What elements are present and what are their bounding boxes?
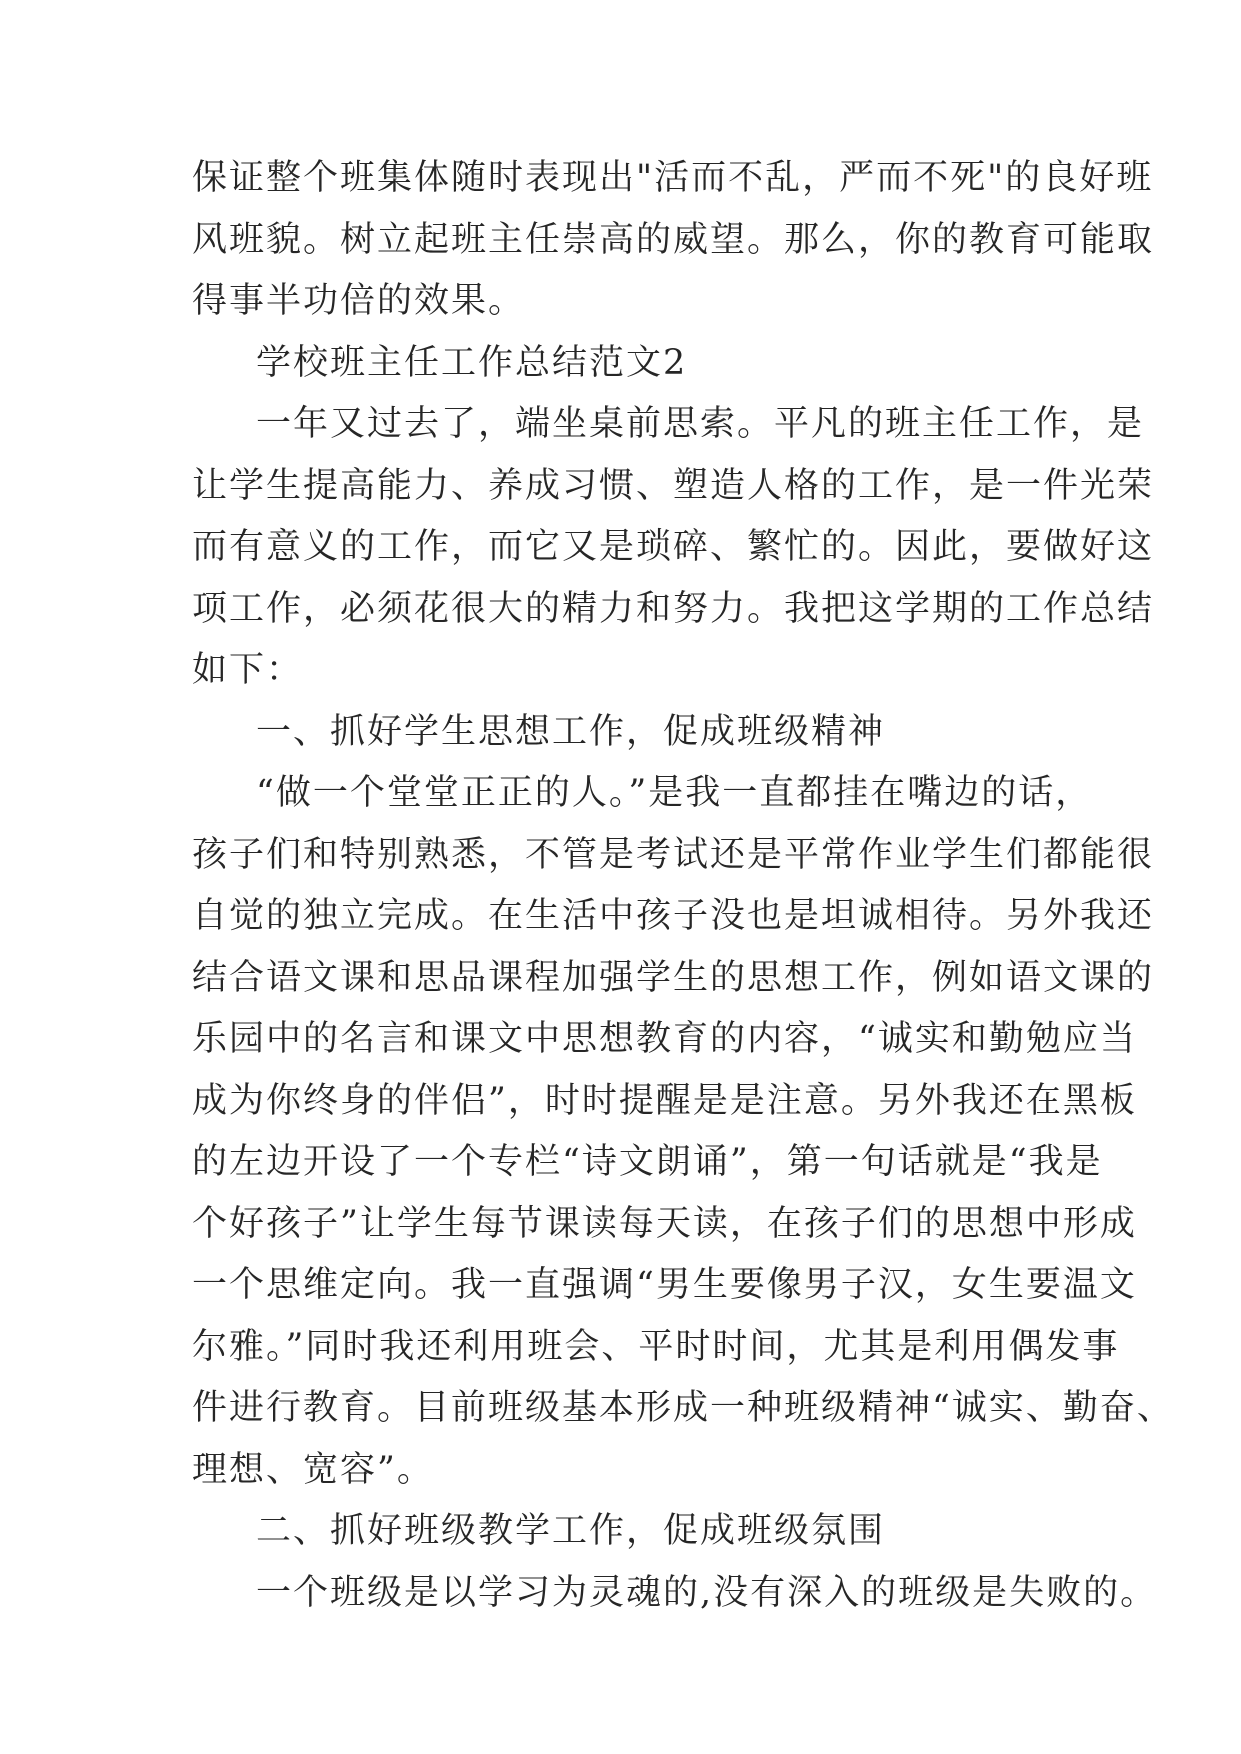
- text-line: 一个思维定向。我一直强调“男生要像男子汉，女生要温文: [192, 1265, 1137, 1305]
- text-line: 保证整个班集体随时表现出"活而不乱，严而不死"的良好班: [192, 158, 1154, 198]
- text-line: 的左边开设了一个专栏“诗文朗诵”，第一句话就是“我是: [192, 1142, 1103, 1182]
- document-body: [192, 148, 1174, 1624]
- text-line: 结合语文课和思品课程加强学生的思想工作，例如语文课的: [192, 957, 1155, 998]
- text-line: 理想、宽容”。: [192, 1449, 434, 1490]
- text-line: 项工作，必须花很大的精力和努力。我把这学期的工作总结: [192, 588, 1155, 629]
- text-line: 一个班级是以学习为灵魂的,没有深入的班级是失败的。: [256, 1572, 1158, 1613]
- text-line: “做一个堂堂正正的人。”是我一直都挂在嘴边的话，: [256, 773, 1093, 813]
- section-title: 学校班主任工作总结范文2: [256, 342, 688, 383]
- text-line: 孩子们和特别熟悉，不管是考试还是平常作业学生们都能很: [192, 834, 1155, 875]
- text-line: 让学生提高能力、养成习惯、塑造人格的工作，是一件光荣: [192, 465, 1155, 506]
- section-heading: 一、抓好学生思想工作，促成班级精神: [256, 711, 886, 752]
- text-line: 一年又过去了，端坐桌前思索。平凡的班主任工作，是: [256, 404, 1145, 444]
- text-line: 而有意义的工作，而它又是琐碎、繁忙的。因此，要做好这: [192, 527, 1155, 567]
- text-line: 如下：: [192, 650, 304, 690]
- text-line: 乐园中的名言和课文中思想教育的内容，“诚实和勤勉应当: [192, 1019, 1137, 1059]
- text-line: 风班貌。树立起班主任崇高的威望。那么，你的教育可能取: [192, 219, 1155, 260]
- text-line: 尔雅。”同时我还利用班会、平时时间，尤其是利用偶发事: [192, 1326, 1120, 1367]
- text-line: 成为你终身的伴侣”，时时提醒是是注意。另外我还在黑板: [192, 1080, 1137, 1121]
- text-line: 件进行教育。目前班级基本形成一种班级精神“诚实、勤奋、: [192, 1388, 1174, 1428]
- text-line: 个好孩子”让学生每节课读每天读，在孩子们的思想中形成: [192, 1203, 1137, 1244]
- text-line: 得事半功倍的效果。: [192, 281, 526, 321]
- text-line: 自觉的独立完成。在生活中孩子没也是坦诚相待。另外我还: [192, 896, 1155, 936]
- section-heading: 二、抓好班级教学工作，促成班级氛围: [256, 1511, 886, 1551]
